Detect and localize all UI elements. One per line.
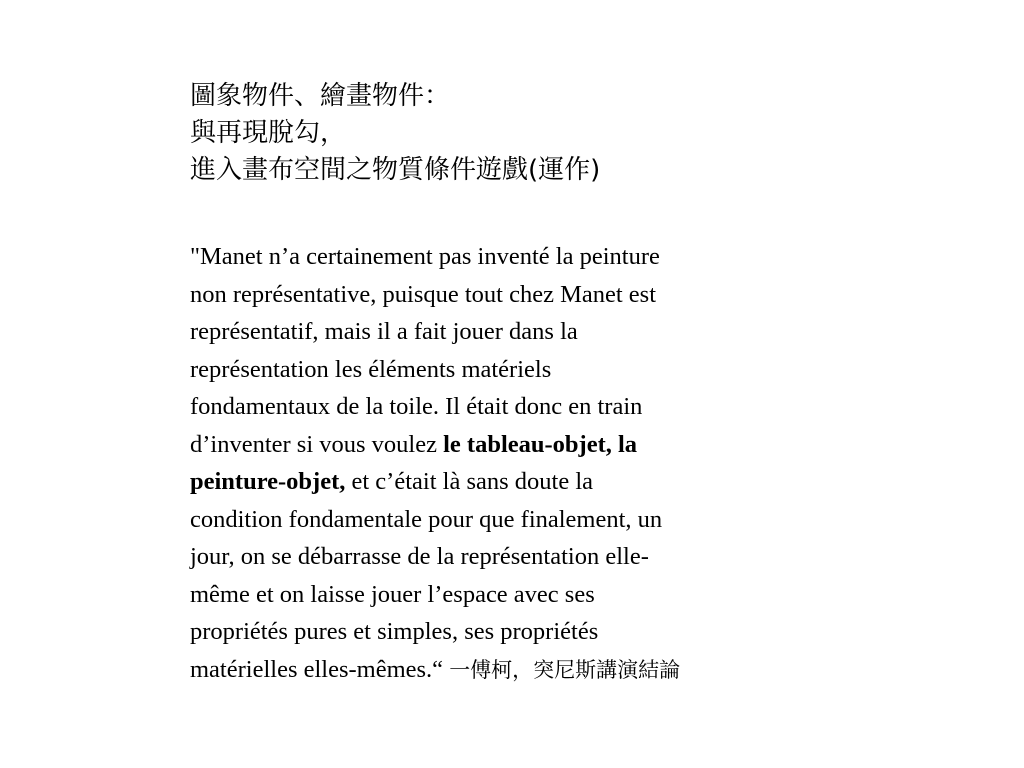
quote-line-12	[190, 651, 810, 690]
quote-line-5: fondamentaux de la toile. Il était donc en train	[190, 393, 643, 420]
quote-line-9: jour, on se débarrasse de la représentation elle-	[190, 543, 649, 570]
heading-line-3: 進入畫布空間之物質條件遊戲(運作)	[190, 155, 601, 185]
quote-line-3: représentatif, mais il a fait jouer dans la	[190, 318, 578, 345]
heading-line-1: 圖象物件、繪畫物件：	[190, 81, 451, 111]
quote-line-12-text: matérielles elles-mêmes.“	[190, 655, 450, 683]
quote-line-7-text: et c’était là sans doute la	[345, 468, 593, 495]
quote-emphasis-peinture-objet: peinture-objet,	[190, 468, 346, 495]
quote-line-2: non représentative, puisque tout chez Manet est	[190, 280, 657, 308]
quote-attribution: 一傅柯，突尼斯講演結論	[449, 657, 681, 682]
quote-line-6-text: d’inventer si vous voulez	[190, 430, 444, 458]
quote-line-1: "Manet n’a certainement pas inventé la peinture	[190, 243, 660, 270]
foucault-quote	[190, 238, 810, 689]
quote-line-10: même et on laisse jouer l’espace avec ses	[190, 580, 595, 608]
quote-emphasis-tableau-objet: le tableau-objet, la	[443, 430, 638, 458]
quote-line-11: propriétés pures et simples, ses propriétés	[190, 618, 599, 645]
quote-line-6	[190, 426, 810, 464]
slide-heading	[190, 78, 830, 189]
quote-line-7	[190, 463, 810, 501]
heading-line-2: 與再現脫勾，	[190, 118, 347, 148]
quote-line-4: représentation les éléments matériels	[190, 355, 552, 383]
quote-line-8: condition fondamentale pour que finalement, un	[190, 505, 663, 533]
